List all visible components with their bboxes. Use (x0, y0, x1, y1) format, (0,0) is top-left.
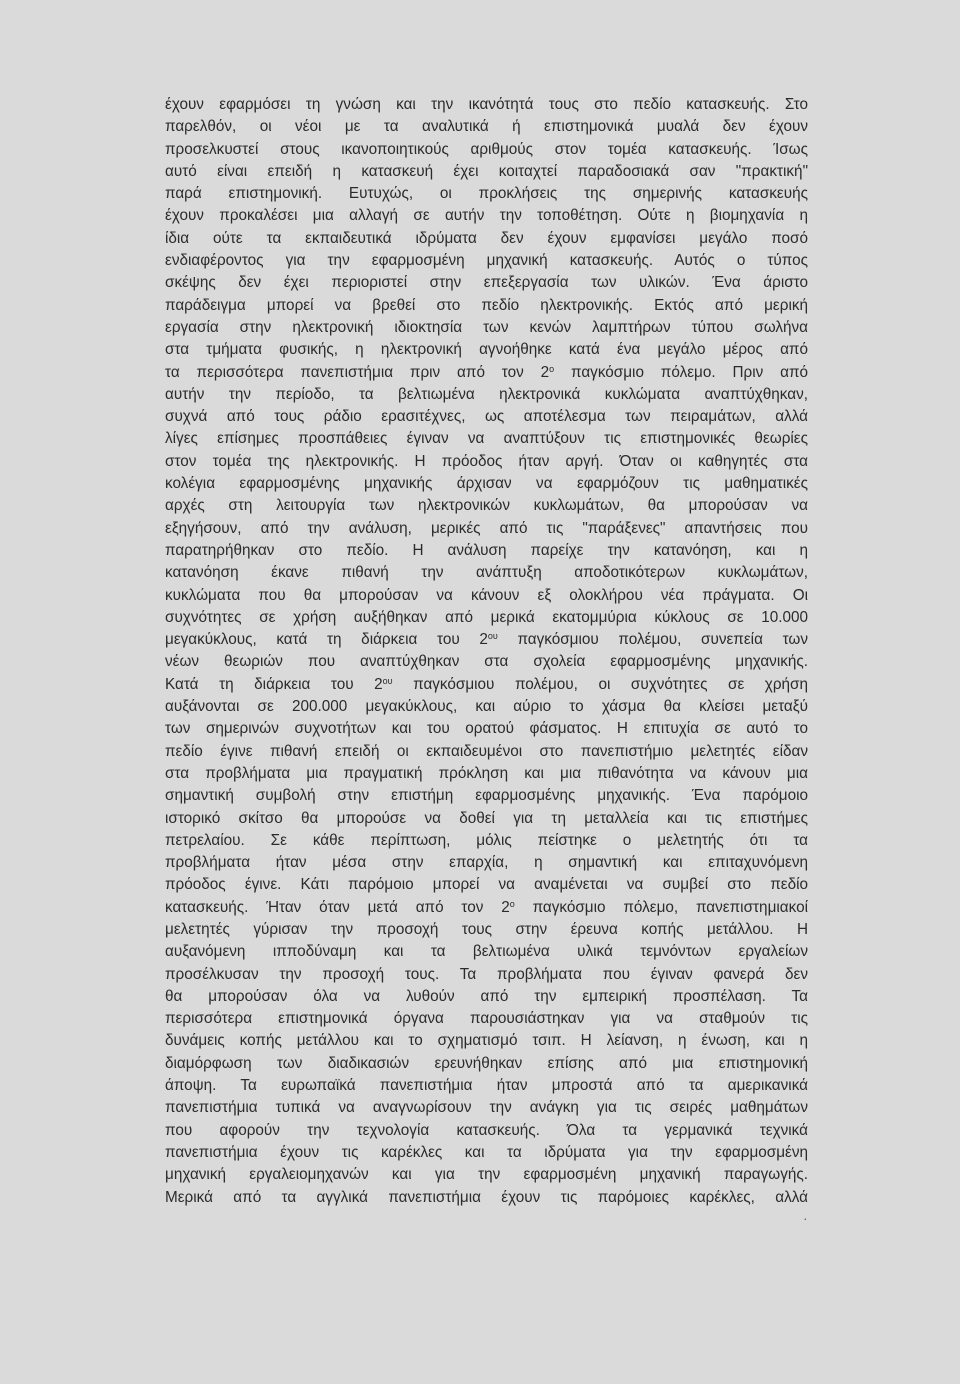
line-head: κατασκευής. Ήταν όταν μετά από τον 2 (165, 898, 510, 916)
text-line: των σημερινών συχνοτήτων και του ορατού φάσματος. Η επιτυχία σε αυτό το (165, 720, 808, 738)
ordinal-superscript: ου (487, 631, 498, 642)
text-line-with-superscript (165, 629, 808, 651)
text-line: στα τμήματα φυσικής, η ηλεκτρονική αγνοήθηκε κατά ένα μεγάλο μέρος από (165, 341, 808, 359)
text-line: πανεπιστήμια τυπικά να αναγνωρίσουν την ανάγκη για τις σειρές μαθημάτων (165, 1099, 808, 1117)
text-line: προσέλκυσαν την προσοχή τους. Τα προβλήματα που έγιναν φανερά δεν (165, 965, 808, 983)
line-head: μεγακύκλους, κατά τη διάρκεια του 2 (165, 631, 488, 649)
text-line-with-superscript (165, 674, 808, 696)
text-line: μελετητές γύρισαν την προσοχή τους στην έρευνα κοπής μετάλλου. Η (165, 920, 808, 938)
page-mark: · (803, 1210, 808, 1226)
text-line: Μερικά από τα αγγλικά πανεπιστήμια έχουν τις παρόμοιες καρέκλες, αλλά (165, 1188, 808, 1206)
text-line: αρχές στη λειτουργία των ηλεκτρονικών κυκλωμάτων, θα μπορούσαν να (165, 497, 808, 515)
text-line: πεδίο έγινε πιθανή επειδή οι εκπαιδευμένοι στο πανεπιστήμιο μελετητές είδαν (165, 742, 808, 760)
text-line: νέων θεωριών που αναπτύχθηκαν στα σχολεία εφαρμοσμένης μηχανικής. (165, 653, 808, 671)
text-line: στα προβλήματα μια πραγματική πρόκληση και μια πιθανότητα να κάνουν μια (165, 764, 808, 782)
text-line: στον τομέα της ηλεκτρονικής. Η πρόοδος ήταν αργή. Όταν οι καθηγητές στα (165, 452, 808, 470)
line-tail: παγκόσμιο πόλεμο. Πριν από (554, 363, 808, 381)
ordinal-superscript: ο (549, 363, 555, 374)
text-line: δυνάμεις κοπής μετάλλου και το σχηματισμό τσιπ. Η λείανση, η ένωση, και η (165, 1032, 808, 1050)
text-line: αυξανόμενη ιπποδύναμη και τα βελτιωμένα υλικά τεμνόντων εργαλείων (165, 943, 808, 961)
text-line: σκέψης δεν έχει περιοριστεί στην επεξεργασία των υλικών. Ένα άριστο (165, 274, 808, 292)
text-line: εργασία στην ηλεκτρονική ιδιοκτησία των κενών λαμπτήρων τύπου σωλήνα (165, 318, 808, 336)
text-line: προσελκυστεί στους ικανοποιητικούς αριθμούς στον τομέα κατασκευής. Ίσως (165, 140, 808, 158)
line-tail: παγκόσμιου πολέμου, συνεπεία των (497, 631, 808, 649)
text-line: πρόοδος έγινε. Κάτι παρόμοιο μπορεί να αναμένεται να συμβεί στο πεδίο (165, 876, 808, 894)
text-line: έχουν προκαλέσει μια αλλαγή σε αυτήν την τοποθέτηση. Ούτε η βιομηχανία η (165, 207, 808, 225)
text-line: λίγες επίσημες προσπάθειες έγιναν να αναπτύξουν τις επιστημονικές θεωρίες (165, 430, 808, 448)
text-line-with-superscript (165, 362, 808, 384)
text-line: ιστορικό σκίτσο θα μπορούσε να δοθεί για τη μεταλλεία και τις επιστήμες (165, 809, 808, 827)
text-line: πετρελαίου. Σε κάθε περίπτωση, μόλις πείστηκε ο μελετητής ότι τα (165, 831, 808, 849)
text-line: παρελθόν, οι νέοι με τα αναλυτικά ή επιστημονικά μυαλά δεν έχουν (165, 118, 808, 136)
text-line: αυξάνονται σε 200.000 μεγακύκλους, και αύριο το χάσμα θα κλείσει μεταξύ (165, 698, 808, 716)
text-line: κολέγια εφαρμοσμένης μηχανικής άρχισαν να εφαρμόζουν τις μαθηματικές (165, 475, 808, 493)
text-line: εξηγήσουν, από την ανάλυση, μερικές από τις "παράξενες" απαντήσεις που (165, 519, 808, 537)
text-line: αυτό είναι επειδή η κατασκευή έχει κοιταχτεί παραδοσιακά σαν "πρακτική" (165, 162, 808, 180)
text-line: συχνά από τους ράδιο ερασιτέχνες, ως αποτέλεσμα των πειραμάτων, αλλά (165, 408, 808, 426)
text-line: θα μπορούσαν όλα να λυθούν από την εμπειρική προσπέλαση. Τα (165, 987, 808, 1005)
text-line: ενδιαφέροντος για την εφαρμοσμένη μηχανική κατασκευής. Αυτός ο τύπος (165, 252, 808, 270)
text-line: μηχανική εργαλειομηχανών και για την εφαρμοσμένη μηχανική παραγωγής. (165, 1166, 808, 1184)
text-line: πανεπιστήμια έχουν τις καρέκλες και τα ιδρύματα για την εφαρμοσμένη (165, 1143, 808, 1161)
text-line: παράδειγμα μπορεί να βρεθεί στο πεδίο ηλεκτρονικής. Εκτός από μερική (165, 296, 808, 314)
text-line: κατανόηση έκανε πιθανή την ανάπτυξη αποδοτικότερων κυκλωμάτων, (165, 564, 808, 582)
ordinal-superscript: ου (382, 675, 393, 686)
text-line: σημαντική συμβολή στην επιστήμη εφαρμοσμένης μηχανικής. Ένα παρόμοιο (165, 787, 808, 805)
text-line: παρά επιστημονική. Ευτυχώς, οι προκλήσεις της σημερινής κατασκευής (165, 185, 808, 203)
text-line: έχουν εφαρμόσει τη γνώση και την ικανότητά τους στο πεδίο κατασκευής. Στο (165, 96, 808, 113)
text-line: αυτήν την περίοδο, τα βελτιωμένα ηλεκτρονικά κυκλώματα αναπτύχθηκαν, (165, 385, 808, 403)
line-head: Κατά τη διάρκεια του 2 (165, 675, 383, 693)
text-line: διαμόρφωση των διαδικασιών ερευνήθηκαν επίσης από μια επιστημονική (165, 1054, 808, 1072)
line-tail: παγκόσμιου πολέμου, οι συχνότητες σε χρήση (392, 675, 808, 693)
ordinal-superscript: ο (509, 898, 515, 909)
text-line: άποψη. Τα ευρωπαϊκά πανεπιστήμια ήταν μπροστά από τα αμερικανικά (165, 1077, 808, 1095)
body-text (165, 94, 808, 1209)
text-line: κυκλώματα που θα μπορούσαν να κάνουν εξ ολοκλήρου νέα πράγματα. Οι (165, 586, 808, 604)
text-line: παρατηρήθηκαν στο πεδίο. Η ανάλυση παρείχε την κατανόηση, και η (165, 541, 808, 559)
line-head: τα περισσότερα πανεπιστήμια πριν από τον 2 (165, 363, 550, 381)
text-line: συχνότητες σε χρήση αυξήθηκαν από μερικά εκατομμύρια κύκλους σε 10.000 (165, 608, 808, 626)
text-line: που αφορούν την τεχνολογία κατασκευής. Όλα τα γερμανικά τεχνικά (165, 1121, 808, 1139)
text-line: προβλήματα ήταν μέσα στην επαρχία, η σημαντική και επιταχυνόμενη (165, 854, 808, 872)
text-line: ίδια ούτε τα εκπαιδευτικά ιδρύματα δεν έχουν εμφανίσει μεγάλο ποσό (165, 229, 808, 247)
text-line: περισσότερα επιστημονικά όργανα παρουσιάστηκαν για να σταθμούν τις (165, 1010, 808, 1028)
text-line-with-superscript (165, 897, 808, 919)
line-tail: παγκόσμιο πόλεμο, πανεπιστημιακοί (514, 898, 808, 916)
